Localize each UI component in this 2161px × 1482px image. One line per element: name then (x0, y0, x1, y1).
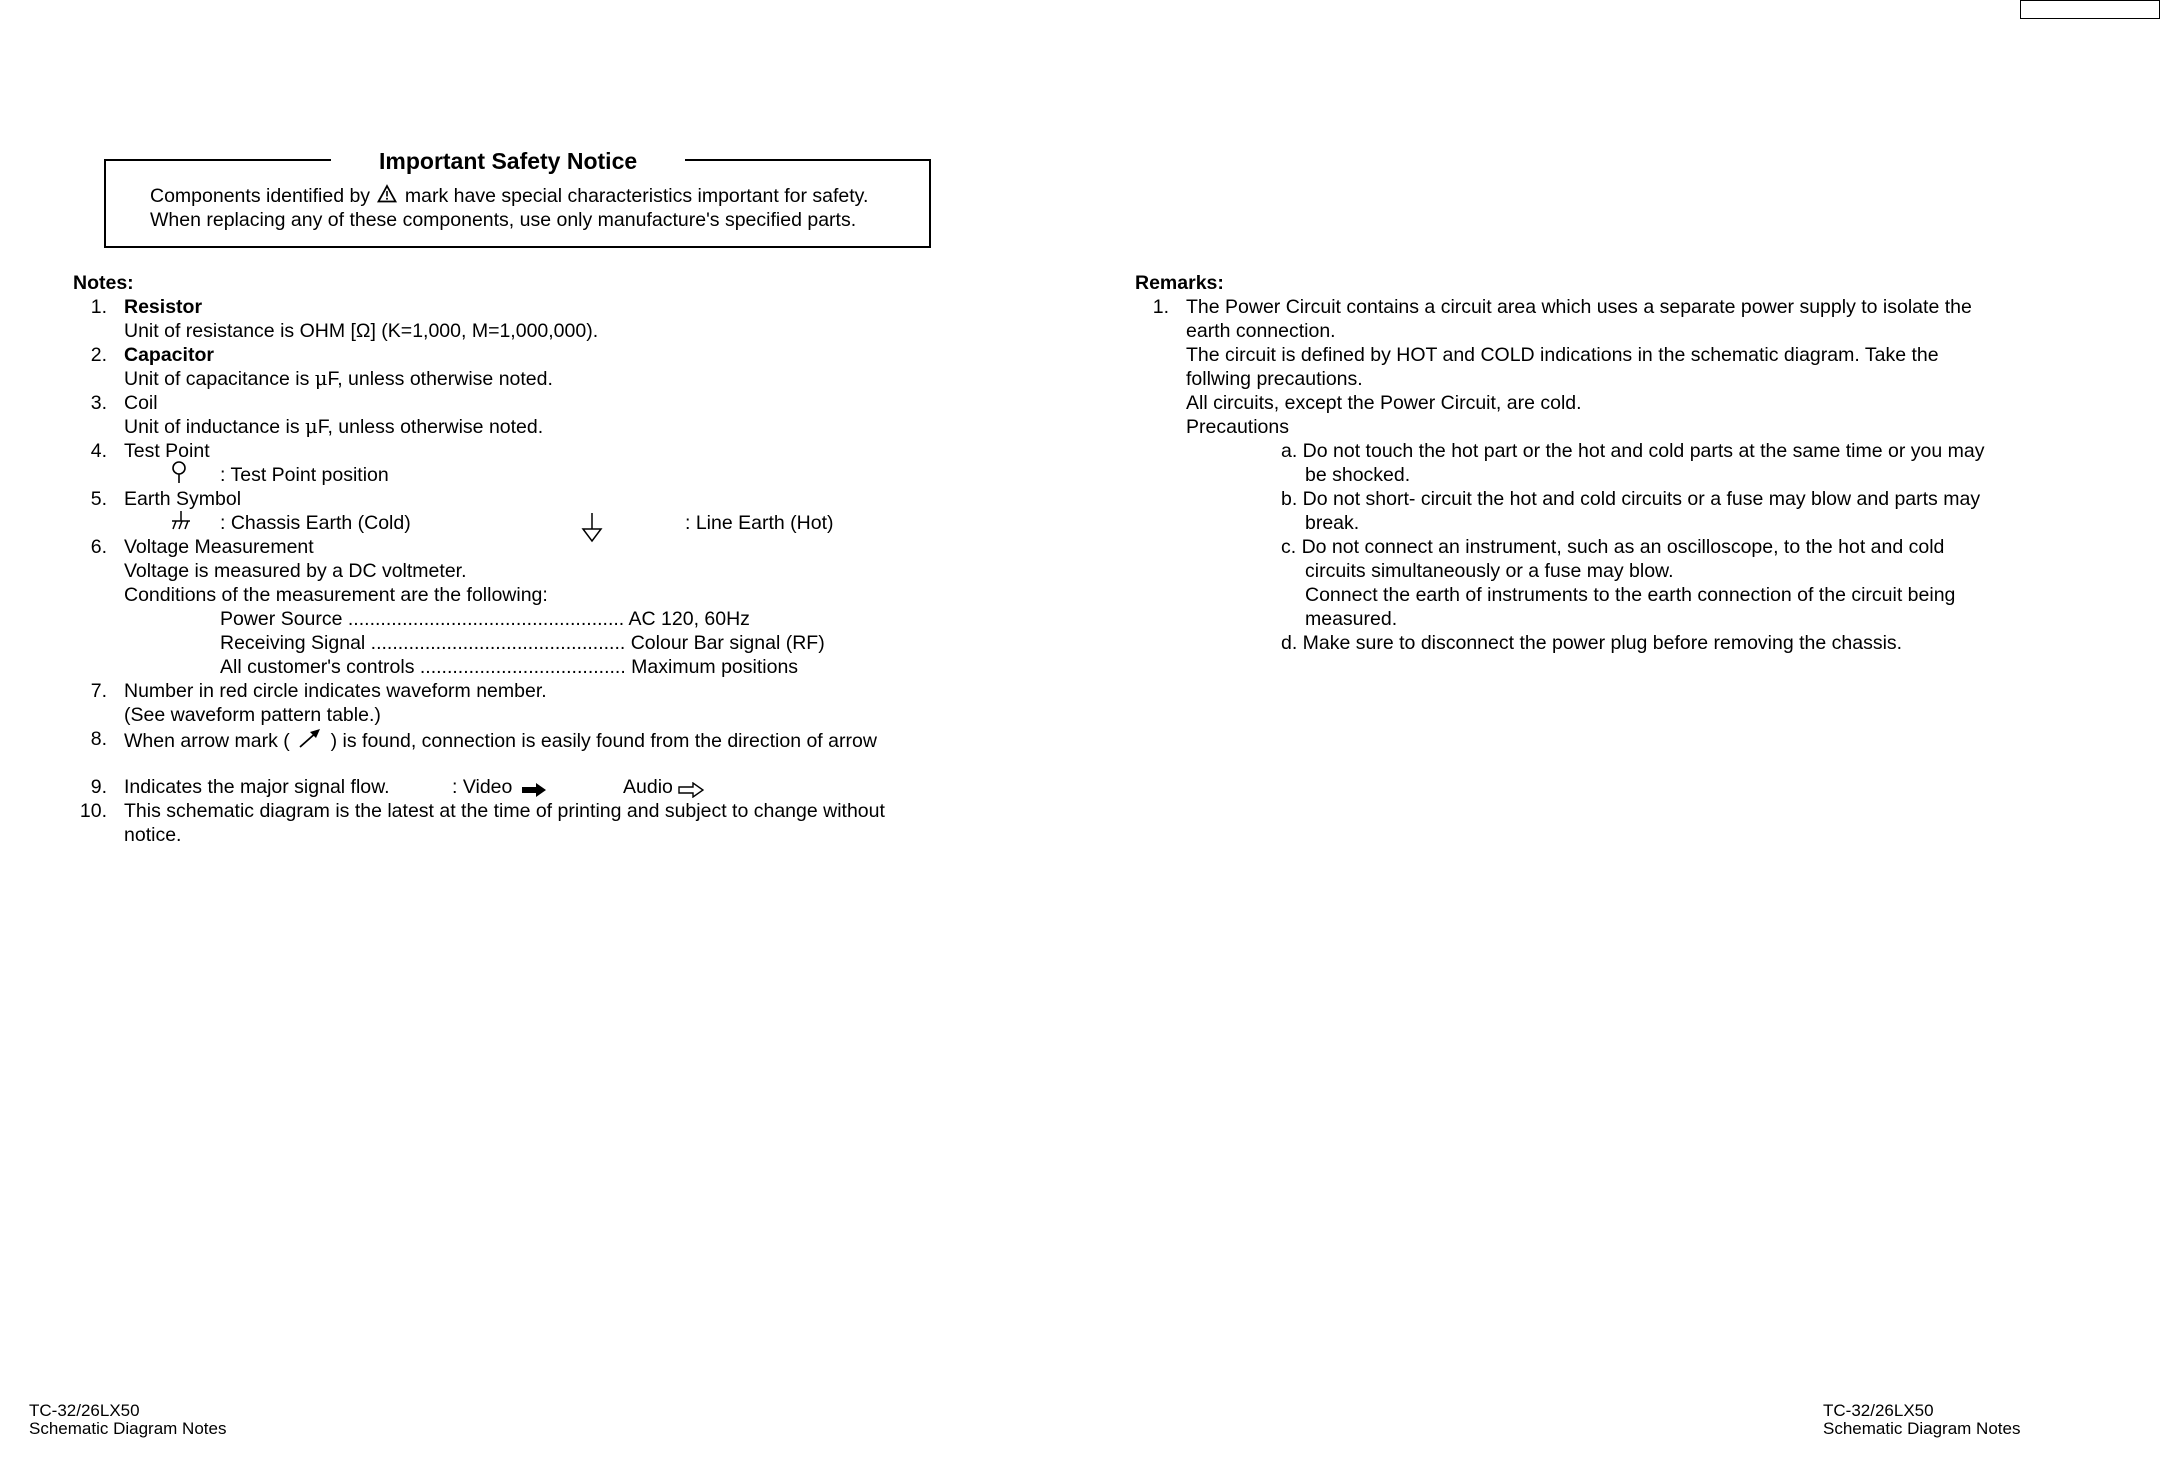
remark-line: earth connection. (1186, 320, 1336, 342)
note-9-audio-label: Audio (623, 776, 673, 798)
note-2-text-before: Unit of capacitance is (124, 368, 315, 390)
note-2-number: 2. (90, 344, 107, 366)
note-6-condition-receiving-signal: Receiving Signal ............................................... Colour Bar signal (RF) (220, 632, 825, 654)
note-6-line-2: Conditions of the measurement are the following: (124, 584, 548, 606)
remarks-heading: Remarks: (1135, 272, 1224, 294)
footer-left (29, 1402, 226, 1438)
note-5-line-earth-text: : Line Earth (Hot) (685, 512, 834, 534)
note-6-condition-power-source: Power Source ................................................... AC 120, 60Hz (220, 608, 750, 630)
note-1-title: Resistor (124, 296, 203, 318)
page-corner-frame (2020, 0, 2160, 19)
safety-line1-after: mark have special characteristics important for safety. (404, 185, 869, 207)
note-3-text (124, 415, 543, 439)
precaution-line: b. Do not short- circuit the hot and cold circuits or a fuse may blow and parts may (1281, 488, 1981, 510)
warning-triangle-icon (377, 184, 397, 210)
note-6-condition-controls: All customer's controls ...................................... Maximum positions (220, 656, 799, 678)
precaution-line: a. Do not touch the hot part or the hot and cold parts at the same time or you may (1281, 440, 1985, 462)
footer-model: TC-32/26LX50 (29, 1401, 140, 1420)
note-3-title: Coil (124, 392, 158, 414)
note-4-text: : Test Point position (220, 464, 389, 486)
remark-line: Precautions (1186, 416, 1289, 438)
line-earth-icon (581, 512, 603, 550)
safety-notice-line-2: When replacing any of these components, use only manufacture's specified parts. (150, 209, 857, 231)
note-8-number: 8. (90, 728, 107, 750)
footer-title: Schematic Diagram Notes (29, 1419, 227, 1438)
note-8-text (124, 727, 877, 755)
precaution-line: measured. (1305, 608, 1398, 630)
precaution-line: Connect the earth of instruments to the earth connection of the circuit being (1305, 584, 1956, 606)
note-4-number: 4. (90, 440, 107, 462)
note-1-text: Unit of resistance is OHM [Ω] (K=1,000, M=1,000,000). (124, 320, 599, 342)
note-2-title: Capacitor (124, 344, 214, 366)
note-9-text: Indicates the major signal flow. (124, 776, 390, 798)
safety-notice-line-1 (150, 184, 868, 210)
note-8-text-after: ) is found, connection is easily found from the direction of arrow (330, 730, 877, 752)
remark-line: All circuits, except the Power Circuit, are cold. (1186, 392, 1582, 414)
note-5-number: 5. (90, 488, 107, 510)
precaution-line: c. Do not connect an instrument, such as an oscilloscope, to the hot and cold (1281, 536, 1945, 558)
note-1-number: 1. (90, 296, 107, 318)
note-10-line-2: notice. (124, 824, 182, 846)
chassis-earth-icon (170, 510, 192, 538)
note-5-chassis-earth-text: : Chassis Earth (Cold) (220, 512, 411, 534)
note-2-unit: μ (314, 367, 328, 390)
precaution-line: d. Make sure to disconnect the power plug before removing the chassis. (1281, 632, 1903, 654)
note-9-video-label: : Video (452, 776, 513, 798)
note-2-text (124, 367, 553, 391)
remark-line: The Power Circuit contains a circuit area which uses a separate power supply to isolate the (1186, 296, 1972, 318)
note-3-unit: μ (305, 415, 318, 438)
note-9-number: 9. (90, 776, 107, 798)
note-3-text-before: Unit of inductance is (124, 416, 306, 438)
note-3-number: 3. (90, 392, 107, 414)
note-6-title: Voltage Measurement (124, 536, 314, 558)
note-3-text-after: F, unless otherwise noted. (317, 416, 544, 438)
safety-notice-title: Important Safety Notice (331, 145, 685, 177)
note-2-text-after: F, unless otherwise noted. (327, 368, 553, 390)
note-5-title: Earth Symbol (124, 488, 242, 510)
remark-line: follwing precautions. (1186, 368, 1363, 390)
note-8-text-before: When arrow mark ( (124, 730, 290, 752)
remark-line: The circuit is defined by HOT and COLD indications in the schematic diagram. Take the (1186, 344, 1939, 366)
note-10-number: 10. (79, 800, 107, 822)
footer-right (1823, 1402, 2020, 1438)
note-7-line-2: (See waveform pattern table.) (124, 704, 381, 726)
remark-1-number: 1. (1152, 296, 1169, 318)
safety-line1-before: Components identified by (150, 185, 371, 207)
footer-model: TC-32/26LX50 (1823, 1401, 1934, 1420)
note-4-title: Test Point (124, 440, 210, 462)
notes-heading: Notes: (73, 272, 134, 294)
precaution-line: circuits simultaneously or a fuse may blow. (1305, 560, 1674, 582)
note-7-number: 7. (90, 680, 107, 702)
connection-arrow-icon (297, 727, 323, 755)
footer-title: Schematic Diagram Notes (1823, 1419, 2021, 1438)
note-6-number: 6. (90, 536, 107, 558)
precaution-line: break. (1305, 512, 1360, 534)
note-7-line-1: Number in red circle indicates waveform nember. (124, 680, 547, 702)
precaution-line: be shocked. (1305, 464, 1411, 486)
note-6-line-1: Voltage is measured by a DC voltmeter. (124, 560, 467, 582)
note-10-line-1: This schematic diagram is the latest at the time of printing and subject to change without (124, 800, 885, 822)
